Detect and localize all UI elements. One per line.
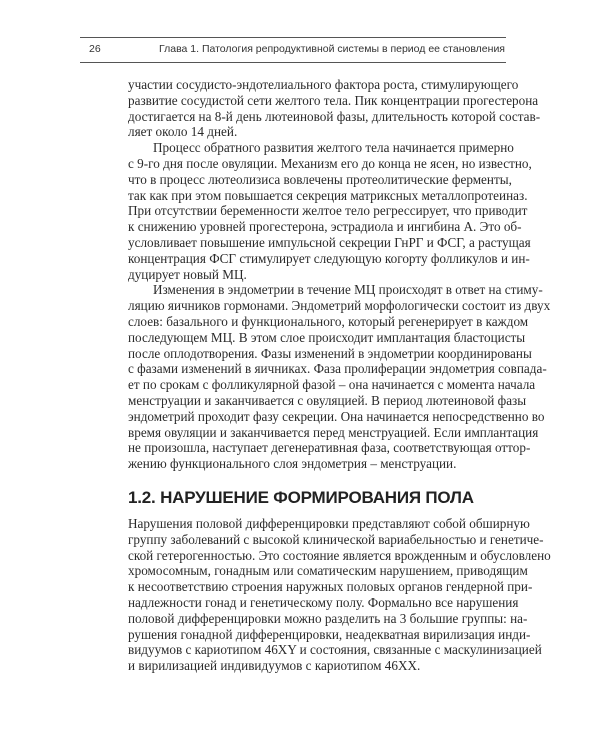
text-line: к несоответствию строения наружных половых органов гендерной при- (128, 579, 533, 595)
paragraph (128, 77, 541, 140)
text-line: При отсутствии беременности желтое тело регрессирует, что приводит (128, 203, 528, 219)
text-line: после оплодотворения. Фазы изменений в эндометрии координированы (128, 345, 532, 361)
paragraph (128, 140, 532, 282)
text-line: жению функционального слоя эндометрия – менструации. (128, 456, 457, 472)
text-line: рушения гонадной дифференцировки, неадекватная вирилизация инди- (128, 626, 531, 642)
text-line: участии сосудисто-эндотелиального фактора роста, стимулирующего (128, 77, 519, 92)
text-line: хромосомным, гонадным или соматическим нарушением, приводящим (128, 563, 528, 579)
running-title: Глава 1. Патология репродуктивной системы в период ее становления (159, 43, 505, 55)
text-line: слоев: базального и функционального, который регенерирует в каждом (128, 313, 529, 329)
text-line: к снижению уровней прогестерона, эстрадиола и ингибина А. Это об- (128, 219, 522, 235)
section-body-text (128, 516, 551, 674)
body-text-top (128, 77, 551, 472)
text-line: достигается на 8-й день лютеиновой фазы, длительность которой состав- (128, 108, 541, 124)
text-line: не произошла, наступает дегенеративная фаза, соответствующая оттор- (128, 440, 531, 456)
text-line: с фазами изменений в яичниках. Фаза пролиферации эндометрия совпада- (128, 361, 547, 377)
text-line: ляет около 14 дней. (128, 124, 238, 140)
text-line: менструации и заканчивается с овуляцией. В период лютеиновой фазы (128, 392, 527, 408)
text-line: Процесс обратного развития желтого тела начинается примерно (153, 140, 514, 156)
text-line: ет по срокам с фолликулярной фазой – она начинается с момента начала (128, 377, 536, 393)
text-line: ской гетерогенностью. Это состояние является врожденным и обусловлено (128, 547, 551, 563)
text-line: дуцирует новый МЦ. (128, 266, 247, 282)
text-line: ляцию яичников гормонами. Эндометрий морфологически состоит из двух (128, 298, 551, 314)
section-heading: 1.2. НАРУШЕНИЕ ФОРМИРОВАНИЯ ПОЛА (128, 488, 474, 507)
text-line: Нарушения половой дифференцировки представляют собой обширную (128, 516, 530, 531)
text-line: так как при этом повышается секреция матриксных металлопротеиназ. (128, 187, 528, 203)
header-bottom-rule (80, 62, 506, 63)
text-line: и вирилизацией индивидуумов с кариотипом 46XX. (128, 658, 421, 674)
text-line: развитие сосудистой сети желтого тела. Пик концентрации прогестерона (128, 92, 539, 108)
text-line: с 9-го дня после овуляции. Механизм его до конца не ясен, но известно, (128, 155, 532, 171)
text-line: последующем МЦ. В этом слое происходит имплантация бластоцисты (128, 329, 526, 345)
paragraph (128, 282, 551, 472)
text-line: что в процесс лютеолизиса вовлечены протеолитические ферменты, (128, 171, 512, 187)
page-number: 26 (89, 43, 101, 55)
paragraph (128, 516, 551, 674)
text-line: надлежности гонад и генетическому полу. Формально все нарушения (128, 594, 519, 610)
text-line: видуумов с кариотипом 46XY и состояния, связанные с маскулинизацией (128, 642, 542, 658)
text-line: Изменения в эндометрии в течение МЦ происходят в ответ на стиму- (153, 282, 543, 298)
text-line: время овуляции и заканчивается перед менструацией. Если имплантация (128, 424, 539, 440)
text-line: половой дифференцировки можно разделить на 3 большие группы: на- (128, 610, 528, 626)
header-top-rule (80, 37, 506, 38)
text-line: эндометрий проходит фазу секреции. Она начинается непосредственно во (128, 408, 545, 424)
text-line: концентрация ФСГ стимулирует следующую когорту фолликулов и ин- (128, 250, 530, 266)
text-line: группу заболеваний с высокой клинической вариабельностью и генетиче- (128, 531, 544, 547)
text-line: условливает повышение импульсной секреции ГнРГ и ФСГ, а растущая (128, 234, 531, 250)
